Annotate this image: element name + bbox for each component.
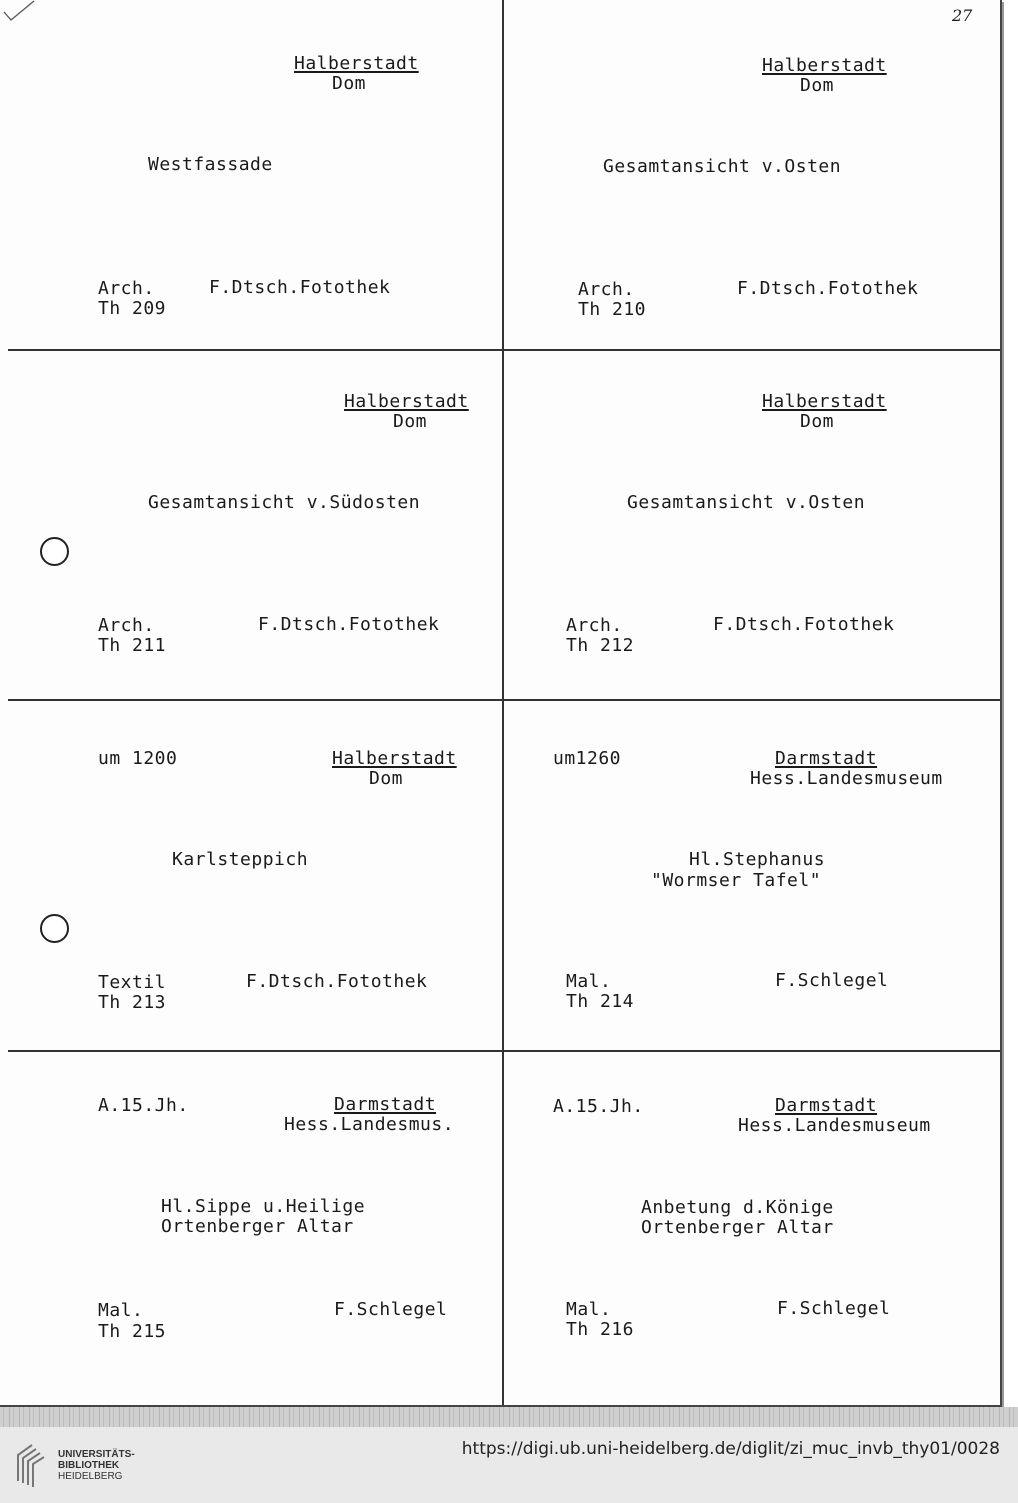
library-logo-icon (14, 1441, 54, 1489)
card-subject: Gesamtansicht v.Osten (627, 492, 866, 513)
card-city: Darmstadt (775, 748, 878, 769)
card-subject: Hl.Stephanus (689, 849, 826, 870)
source-url[interactable]: https://digi.ub.uni-heidelberg.de/diglit/zi_muc_invb_thy01/0028 (461, 1439, 1000, 1459)
card-type: Arch. (566, 615, 623, 636)
card-type: Textil (98, 972, 167, 993)
card-city: Darmstadt (334, 1094, 437, 1115)
card-number: Th 215 (98, 1321, 167, 1342)
catalog-card-th209 (8, 0, 500, 350)
card-city: Halberstadt (344, 391, 469, 412)
card-type: Arch. (98, 278, 155, 299)
card-building: Dom (332, 73, 367, 94)
card-building: Dom (800, 411, 835, 432)
card-building: Hess.Landesmus. (284, 1114, 455, 1135)
catalog-card-th213 (8, 700, 500, 1050)
card-number: Th 216 (566, 1319, 635, 1340)
catalog-card-th216 (503, 1051, 995, 1401)
card-source: F.Dtsch.Fotothek (246, 971, 428, 992)
card-subject: Gesamtansicht v.Südosten (148, 492, 421, 513)
card-type: Mal. (566, 1299, 612, 1320)
card-subject: Anbetung d.Könige (641, 1197, 834, 1218)
card-source: F.Schlegel (777, 1298, 891, 1319)
card-building: Hess.Landesmuseum (738, 1115, 931, 1136)
catalog-card-th210 (503, 0, 995, 350)
card-building: Dom (369, 768, 404, 789)
card-city: Halberstadt (762, 55, 887, 76)
library-name-line1: UNIVERSITÄTS- (58, 1449, 135, 1460)
card-subject: Gesamtansicht v.Osten (603, 156, 842, 177)
card-type: Arch. (578, 279, 635, 300)
card-number: Th 209 (98, 298, 167, 319)
card-subject-line2: Ortenberger Altar (161, 1216, 354, 1237)
card-city: Halberstadt (294, 53, 419, 74)
library-name-line3: HEIDELBERG (58, 1471, 123, 1482)
card-source: F.Schlegel (334, 1299, 448, 1320)
card-number: Th 214 (566, 991, 635, 1012)
card-number: Th 211 (98, 635, 167, 656)
digitization-footer (0, 1427, 1018, 1503)
card-city: Darmstadt (775, 1095, 878, 1116)
library-name-line2: BIBLIOTHEK (58, 1460, 120, 1471)
card-subject-line2: Ortenberger Altar (641, 1217, 834, 1238)
card-source: F.Dtsch.Fotothek (737, 278, 919, 299)
catalog-card-th212 (503, 350, 995, 700)
card-subject: Hl.Sippe u.Heilige (161, 1196, 366, 1217)
scan-edge-strip (0, 1407, 1018, 1427)
card-subject: Westfassade (148, 154, 273, 175)
card-number: Th 210 (578, 299, 647, 320)
card-subject-line2: "Wormser Tafel" (651, 870, 822, 891)
card-date: A.15.Jh. (553, 1096, 644, 1117)
card-city: Halberstadt (762, 391, 887, 412)
card-date: A.15.Jh. (98, 1095, 189, 1116)
card-source: F.Dtsch.Fotothek (713, 614, 895, 635)
card-date: um1260 (553, 748, 622, 769)
card-number: Th 213 (98, 992, 167, 1013)
card-building: Dom (800, 75, 835, 96)
card-type: Mal. (566, 971, 612, 992)
card-date: um 1200 (98, 748, 178, 769)
library-name (58, 1449, 135, 1482)
card-type: Mal. (98, 1300, 144, 1321)
card-building: Hess.Landesmuseum (750, 768, 943, 789)
card-subject: Karlsteppich (172, 849, 309, 870)
catalog-card-th211 (8, 350, 500, 700)
card-city: Halberstadt (332, 748, 457, 769)
card-source: F.Dtsch.Fotothek (258, 614, 440, 635)
card-number: Th 212 (566, 635, 635, 656)
card-building: Dom (393, 411, 428, 432)
card-source: F.Dtsch.Fotothek (209, 277, 391, 298)
catalog-card-th214 (503, 700, 995, 1050)
page-number: 27 (952, 6, 973, 25)
card-type: Arch. (98, 615, 155, 636)
catalog-card-th215 (8, 1051, 500, 1401)
card-source: F.Schlegel (775, 970, 889, 991)
